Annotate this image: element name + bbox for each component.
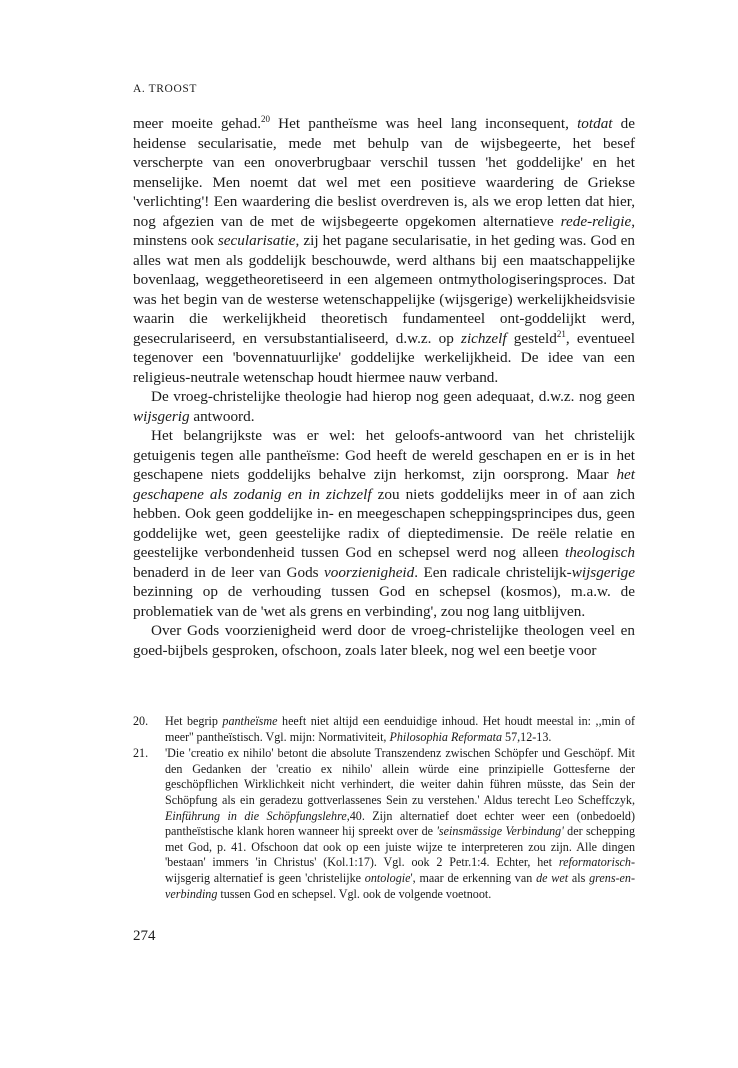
- text-run: . Een radicale christelijk-: [414, 563, 572, 581]
- paragraph: [133, 426, 635, 621]
- text-run: als: [568, 870, 590, 885]
- italic-text: secularisatie: [217, 232, 296, 249]
- italic-text: Einführung in die Schöpfungslehre: [165, 808, 347, 823]
- text-run: meer moeite gehad.: [133, 115, 262, 132]
- italic-text: het geschapene als zodanig en in zichzelf: [133, 466, 635, 503]
- italic-text: ontologie: [364, 870, 411, 885]
- main-text: [133, 114, 635, 660]
- footnote-text: [165, 746, 635, 900]
- page-number: 274: [133, 928, 156, 944]
- footnote-text: [165, 714, 635, 744]
- text-run: antwoord.: [189, 407, 255, 425]
- italic-text: theologisch: [564, 544, 635, 561]
- italic-text: Philosophia Reformata: [389, 729, 503, 744]
- text-run: , minstens ook: [133, 212, 635, 249]
- text-run: , zij het pagane secularisatie, in het geding was. God en alles wat men als goddelijk beschouwde, werd althans bij een maatschappelijke bovenlaag, weggetheoretiseerd in een algemeen ontmythologiseringsproces. Dat was het begin van de westerse wetenschappelijke (wijsgerige) werkelijkheidsvisie waarin die werkelijkheid theoretisch fundamenteel ont-goddelijkt werd, gesecrulariseerd, en versubstantialiseerd, d.w.z. op: [133, 232, 635, 347]
- italic-text: voorzienigheid: [323, 563, 415, 581]
- italic-text: totdat: [577, 115, 613, 132]
- italic-text: zichzelf: [461, 329, 507, 347]
- text-run: De vroeg-christelijke theologie had hierop nog geen adequaat, d.w.z. nog geen: [151, 388, 635, 405]
- footnote-number: 20.: [133, 714, 149, 728]
- paragraph: [133, 387, 635, 426]
- text-run: benaderd in de leer van Gods: [133, 563, 324, 581]
- text-run: ,40. Zijn alternatief doet echter weer een (onbedoeld) pantheïstische klank horen wanneer hij spreekt over de: [165, 808, 636, 839]
- paragraph: [133, 114, 635, 387]
- text-run: Het belangrijkste was er wel: het geloofs-antwoord van het christelijk getuigenis tegen alle pantheïsme: God heeft de wereld geschapen en er is in het geschapene niets goddelijks behalve zijn herkomst, zijn oorsprong. Maar: [133, 427, 635, 483]
- italic-text: rede-religie: [560, 212, 632, 230]
- italic-text: pantheïsme: [222, 714, 278, 728]
- footnotes: [133, 714, 635, 903]
- text-run: Het begrip: [165, 714, 223, 728]
- italic-text: 'seinsmässige Verbindung': [436, 824, 564, 839]
- footnote-number: 21.: [133, 746, 149, 761]
- footnote-ref: 20: [261, 113, 271, 124]
- italic-text: wijsgerige: [571, 563, 635, 581]
- footnote: [133, 714, 635, 745]
- text-run: Het pantheïsme was heel lang inconsequent,: [270, 115, 578, 132]
- italic-text: wijsgerig: [133, 407, 190, 425]
- text-run: tussen God en schepsel. Vgl. ook de volgende voetnoot.: [217, 886, 492, 901]
- text-run: ', maar de erkenning van: [410, 870, 537, 885]
- text-run: heeft niet altijd een eenduidige inhoud. Het houdt meestal in: ,,min of meer'' pantheïstisch. Vgl. mijn: Normativiteit,: [165, 714, 636, 744]
- text-run: Over Gods voorzienigheid werd door de vroeg-christelijke theologen veel en goed-bijbels gesproken, ofschoon, zoals later bleek, nog wel een beetje voor: [133, 622, 635, 659]
- text-run: bezinning op de verhouding tussen God en schepsel (kosmos), m.a.w. de problematiek van de 'wet als grens en verbinding', zou nog lang uitblijven.: [133, 583, 635, 620]
- text-run: gesteld: [506, 329, 557, 347]
- text-run: -wijsgerig alternatief is geen 'christelijke: [165, 855, 635, 885]
- text-run: 'Die 'creatio ex nihilo' betont die absolute Transzendenz zwischen Schöpfer und Geschöpf. Mit den Gedanken der 'creatio ex nihilo' allein würde eine prinzipielle Gottesferne der geschöpflichen Wirklichkeit nicht verhindert, die weiter dahin führen müsste, das Sein der Schöpfung als ein geradezu gottverlassenes Sein zu verstehen.' Aldus terecht Leo Scheffczyk,: [165, 746, 635, 807]
- paragraph: [133, 621, 635, 660]
- text-run: 57,12-13.: [502, 729, 552, 744]
- italic-text: reformatorisch: [558, 855, 631, 870]
- running-head: A. TROOST: [133, 83, 197, 95]
- italic-text: de wet: [536, 870, 569, 885]
- text-run: der schepping met God, p. 41. Ofschoon dat ook op een juiste wijze te interpreteren zou zijn. Alle dingen 'bestaan' immers 'in Christus' (Kol.1:17). Vgl. ook 2 Petr.1:4. Echter, het: [165, 824, 635, 870]
- footnote: [133, 746, 635, 902]
- text-run: , eventueel tegenover een 'bovennatuurlijke' goddelijke werkelijkheid. De idee van een religieus-neutrale wetenschap houdt hiermee nauw verband.: [133, 329, 635, 386]
- footnote-ref: 21: [556, 328, 566, 339]
- italic-text: grens-en-verbinding: [165, 870, 636, 901]
- text-run: de heidense secularisatie, mede met behulp van de wijsbegeerte, het besef verscherpte van een onoverbrugbaar verschil tussen 'het goddelijke' en het menselijke. Men noemt dat wel met een positieve waardering de Griekse 'verlichting'! Een waardering die beslist overdreven is, als we erop letten dat hier, nog afgezien van de met de wijsbegeerte opgekomen alternatieve: [133, 115, 635, 230]
- text-run: zou niets goddelijks meer in of aan zich hebben. Ook geen goddelijke in- en meegeschapen scheppingsprincipes dus, geen goddelijke wet, geen geestelijke radix of dieptedimensie. De reële relatie en geestelijke verbondenheid tussen God en schepsel werd nog alleen: [133, 485, 635, 561]
